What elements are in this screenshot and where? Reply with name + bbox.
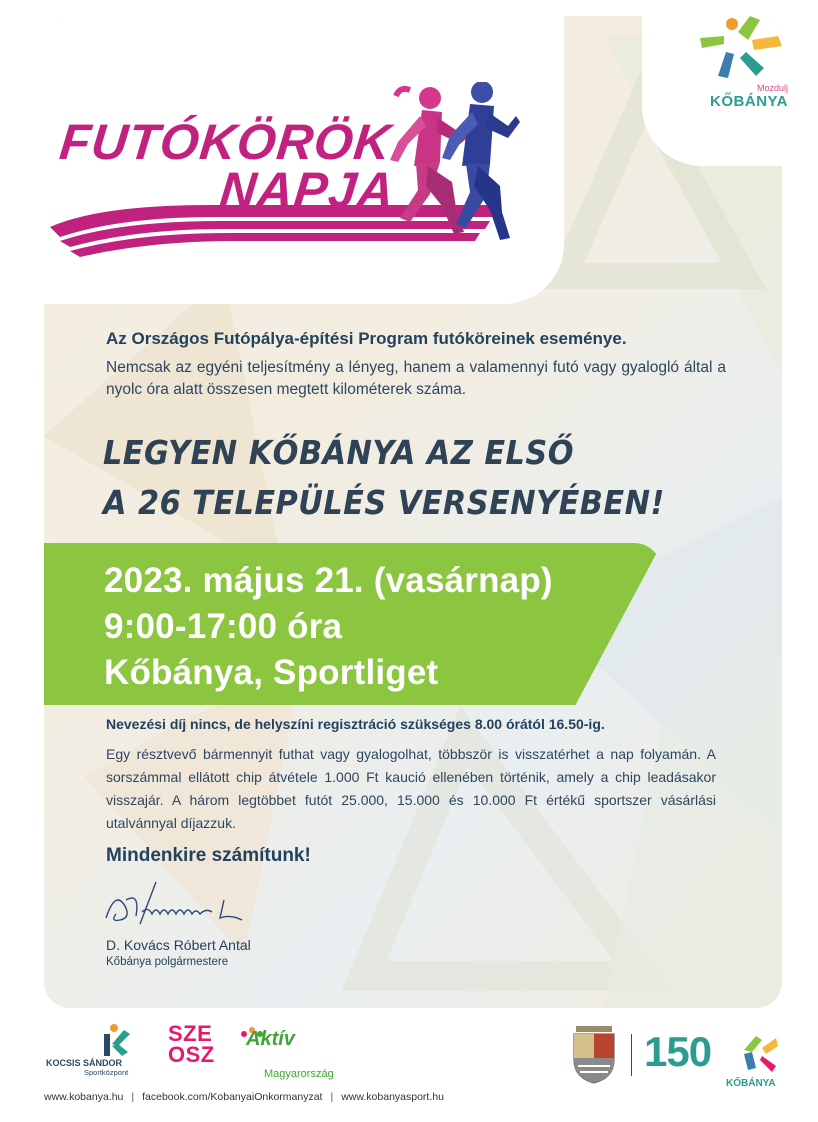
event-date: 2023. május 21. (vasárnap) <box>104 561 553 600</box>
kobanya-logo-mark <box>694 10 790 90</box>
logo-tagline: Mozdulj <box>756 83 788 93</box>
intro-text: Nemcsak az egyéni teljesítmény a lényeg, hanem a valamennyi futó vagy gyalogló által a nyolc óra alatt összesen megtett kilométerek száma. <box>106 359 726 398</box>
title-line-2: NAPJA <box>217 162 398 218</box>
logo-divider <box>631 1034 632 1076</box>
anniversary-name: KŐBÁNYA <box>726 1078 776 1089</box>
anniversary-logo-mark <box>740 1030 780 1074</box>
footer-separator: | <box>131 1091 135 1103</box>
kocsis-logo-mark <box>98 1022 138 1058</box>
event-title <box>57 114 400 218</box>
event-time: 9:00-17:00 óra <box>104 607 343 646</box>
szeosz-line-1: SZE <box>168 1021 213 1046</box>
kobanya-crest <box>568 1026 620 1084</box>
intro-section <box>106 329 726 401</box>
event-location: Kőbánya, Sportliget <box>104 653 439 692</box>
event-info <box>104 558 553 696</box>
szeosz-line-2: OSZ <box>168 1042 215 1067</box>
details-section <box>106 716 716 867</box>
signer-block <box>106 937 251 968</box>
coat-of-arms-icon <box>568 1026 620 1084</box>
szeosz-logo <box>168 1023 218 1065</box>
footer-separator: | <box>330 1091 334 1103</box>
signature <box>96 878 266 938</box>
aktiv-name: Aktív <box>246 1028 295 1050</box>
signer-name: D. Kovács Róbert Antal <box>106 937 251 953</box>
logo-name: KŐBÁNYA <box>710 93 788 110</box>
intro-heading: Az Országos Futópálya-építési Program futóköreinek eseménye. <box>106 329 627 348</box>
closing-text: Mindenkire számítunk! <box>106 845 311 866</box>
kocsis-sandor-logo <box>46 1022 156 1078</box>
kobanya-150-logo <box>644 1028 784 1090</box>
title-line-1: FUTÓKÖRÖK <box>57 114 395 170</box>
anniversary-number: 150 <box>644 1028 712 1075</box>
headline-line-2: A 26 TELEPÜLÉS VERSENYÉBEN! <box>103 483 665 522</box>
headline <box>103 428 714 528</box>
headline-line-1: LEGYEN KŐBÁNYA AZ ELSŐ <box>103 433 574 472</box>
footer-link-kobanyasport[interactable]: www.kobanyasport.hu <box>341 1091 444 1103</box>
kocsis-name: KOCSIS SÁNDOR <box>46 1058 123 1068</box>
aktiv-magyarorszag-logo <box>238 1028 358 1078</box>
footer-links <box>44 1091 444 1103</box>
details-text: Egy résztvevő bármennyit futhat vagy gyalogolhat, többször is visszatérhet a nap folyamán. A sorszámmal ellátott chip átvétele 1.000 Ft kaució ellenében történik, amely a chip leadásakor visszajár. A három legtöbbet futót 25.000, 15.000 és 10.000 Ft értékű sportszer vásárlási utalvánnyal díjazzuk. <box>106 746 716 831</box>
footer-link-kobanya[interactable]: www.kobanya.hu <box>44 1091 124 1103</box>
registration-note: Nevezési díj nincs, de helyszíni regisztráció szükséges 8.00 órától 16.50-ig. <box>106 716 605 732</box>
runners-illustration <box>370 82 520 257</box>
kocsis-sub: Sportközpont <box>84 1068 129 1077</box>
aktiv-sub: Magyarország <box>264 1068 334 1080</box>
signer-title: Kőbánya polgármestere <box>106 956 229 968</box>
footer-link-facebook[interactable]: facebook.com/KobanyaiOnkormanyzat <box>142 1091 323 1103</box>
